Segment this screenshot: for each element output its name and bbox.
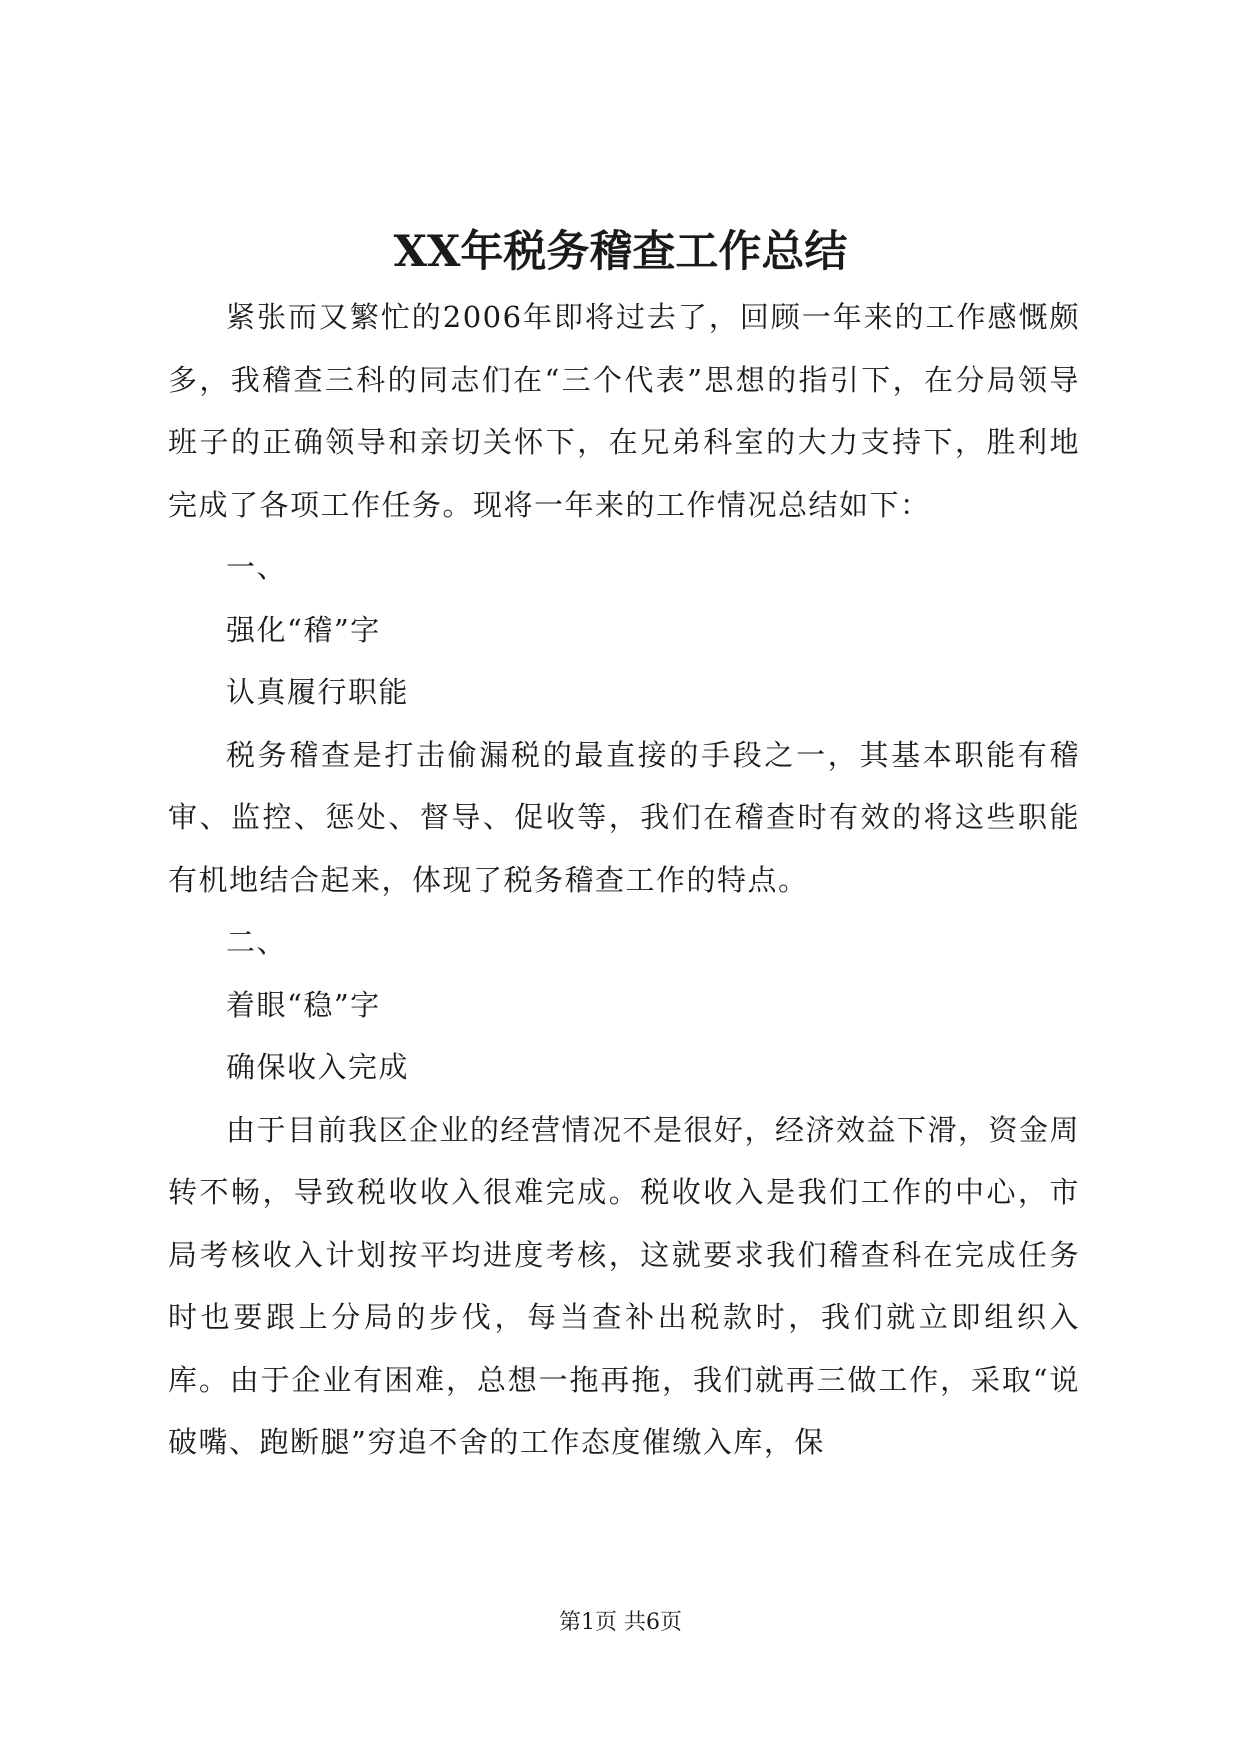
page-number: 第1页 共6页: [559, 1610, 682, 1635]
page-title: XX年税务稽查工作总结: [393, 227, 848, 277]
section-two-heading: 着眼“稳”字: [226, 987, 381, 1022]
section-one-number: 一、: [226, 550, 288, 584]
section-one-heading: 强化“稽”字: [226, 612, 381, 647]
section-two-number: 二、: [226, 925, 288, 959]
section-one-subheading: 认真履行职能: [226, 675, 410, 709]
intro-paragraph: 紧张而又繁忙的2006年即将过去了，回顾一年来的工作感慨颇多，我稽查三科的同志们在“三个代表”思想的指引下，在分局领导班子的正确领导和亲切关怀下，在兄弟科室的大力支持下，胜利地完成了各项工作任务。现将一年来的工作情况总结如下：: [168, 300, 1080, 522]
section-two-subheading: 确保收入完成: [226, 1050, 410, 1084]
section-one-paragraph: 税务稽查是打击偷漏税的最直接的手段之一，其基本职能有稽审、监控、惩处、督导、促收等，我们在稽查时有效的将这些职能有机地结合起来，体现了税务稽查工作的特点。: [168, 737, 1080, 897]
section-two-paragraph: 由于目前我区企业的经营情况不是很好，经济效益下滑，资金周转不畅，导致税收收入很难完成。税收收入是我们工作的中心，市局考核收入计划按平均进度考核，这就要求我们稽查科在完成任务时也要跟上分局的步伐，每当查补出税款时，我们就立即组织入库。由于企业有困难，总想一拖再拖，我们就再三做工作，采取“说破嘴、跑断腿”穷追不舍的工作态度催缴入库，保: [168, 1112, 1081, 1459]
document-body: [168, 286, 1080, 1474]
